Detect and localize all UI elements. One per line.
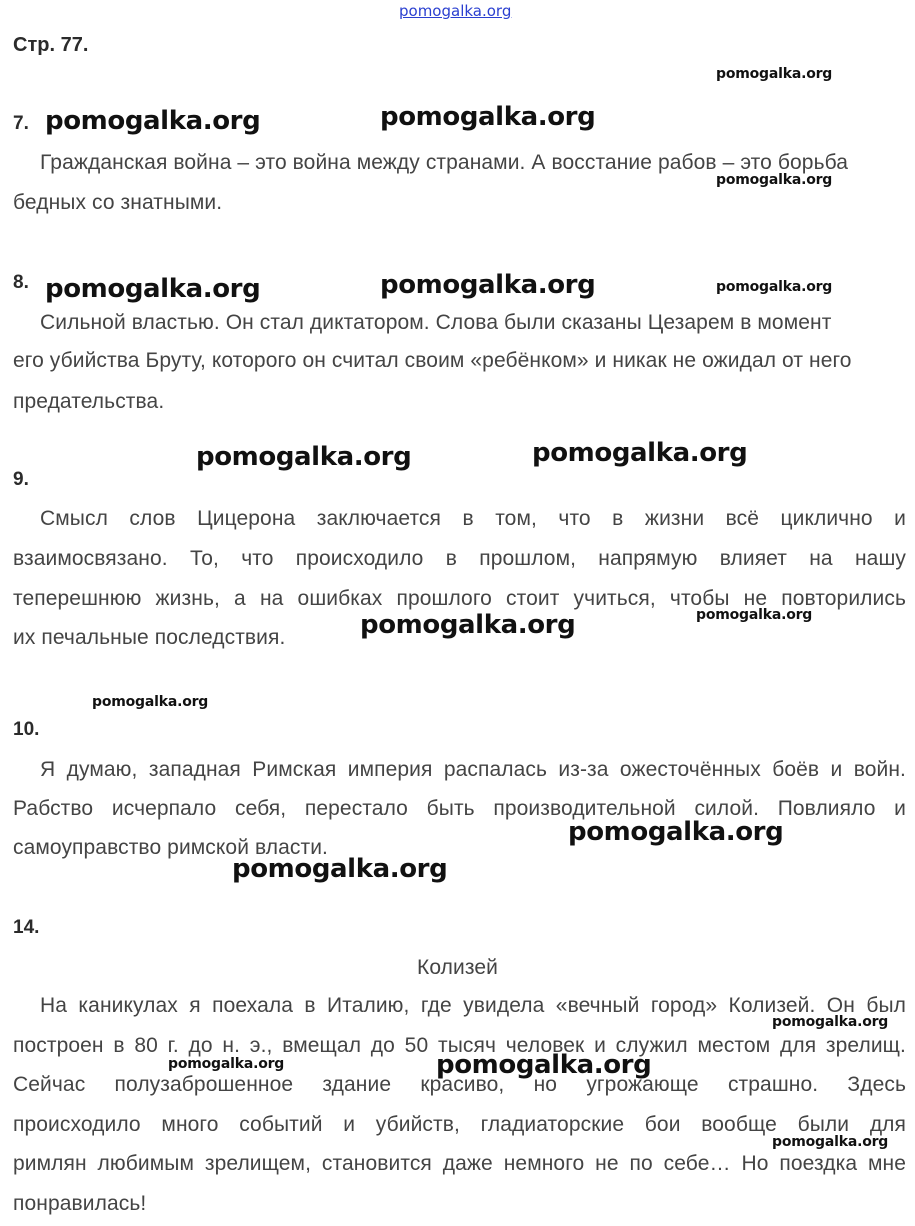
answer-7-line-2: бедных со знатными. bbox=[13, 191, 223, 214]
answer-9-line-4: их печальные последствия. bbox=[13, 626, 286, 649]
answer-10-line-1: Я думаю, западная Римская империя распалась из-за ожесточённых боёв и войн. bbox=[40, 758, 906, 781]
watermark: pomogalka.org bbox=[92, 694, 209, 710]
watermark: pomogalka.org bbox=[568, 817, 784, 847]
watermark: pomogalka.org bbox=[168, 1056, 285, 1072]
page-heading: Стр. 77. bbox=[13, 34, 89, 56]
question-number-14: 14. bbox=[13, 917, 40, 938]
answer-9-line-1: Смысл слов Цицерона заключается в том, что в жизни всё циклично и bbox=[40, 507, 906, 530]
answer-14-line-4: происходило много событий и убийств, гладиаторские бои вообще были для bbox=[13, 1113, 906, 1136]
answer-14-line-2: построен в 80 г. до н. э., вмещал до 50 тысяч человек и служил местом для зрелищ. bbox=[13, 1034, 906, 1057]
watermark: pomogalka.org bbox=[45, 274, 261, 304]
watermark: pomogalka.org bbox=[716, 172, 833, 188]
watermark: pomogalka.org bbox=[772, 1014, 889, 1030]
site-link[interactable]: pomogalka.org bbox=[399, 2, 512, 20]
watermark: pomogalka.org bbox=[696, 607, 813, 623]
answer-8-line-1: Сильной властью. Он стал диктатором. Слова были сказаны Цезарем в момент bbox=[40, 311, 832, 334]
answer-8-line-3: предательства. bbox=[13, 390, 165, 413]
question-number-10: 10. bbox=[13, 719, 40, 740]
watermark: pomogalka.org bbox=[532, 438, 748, 468]
watermark: pomogalka.org bbox=[360, 610, 576, 640]
watermark: pomogalka.org bbox=[232, 854, 448, 884]
watermark: pomogalka.org bbox=[196, 442, 412, 472]
answer-10-line-2: Рабство исчерпало себя, перестало быть производительной силой. Повлияло и bbox=[13, 797, 906, 820]
answer-8-line-2: его убийства Бруту, которого он считал своим «ребёнком» и никак не ожидал от него bbox=[13, 349, 852, 372]
essay-title: Колизей bbox=[417, 956, 498, 979]
answer-9-line-3: теперешнюю жизнь, а на ошибках прошлого стоит учиться, чтобы не повторились bbox=[13, 587, 906, 610]
watermark: pomogalka.org bbox=[716, 279, 833, 295]
answer-9-line-2: взаимосвязано. То, что происходило в прошлом, напрямую влияет на нашу bbox=[13, 547, 906, 570]
question-number-7: 7. bbox=[13, 113, 29, 134]
answer-14-line-5: римлян любимым зрелищем, становится даже немного не по себе… Но поездка мне bbox=[13, 1152, 906, 1175]
question-number-9: 9. bbox=[13, 469, 29, 490]
answer-10-line-3: самоуправство римской власти. bbox=[13, 836, 328, 859]
watermark: pomogalka.org bbox=[380, 102, 596, 132]
answer-14-line-6: понравилась! bbox=[13, 1192, 147, 1215]
question-number-8: 8. bbox=[13, 272, 29, 293]
answer-14-line-3: Сейчас полузаброшенное здание красиво, но угрожающе страшно. Здесь bbox=[13, 1073, 906, 1096]
watermark: pomogalka.org bbox=[772, 1134, 889, 1150]
answer-7-line-1: Гражданская война – это война между странами. А восстание рабов – это борьба bbox=[40, 151, 849, 174]
watermark: pomogalka.org bbox=[380, 270, 596, 300]
watermark: pomogalka.org bbox=[45, 106, 261, 136]
answer-14-line-1: На каникулах я поехала в Италию, где увидела «вечный город» Колизей. Он был bbox=[40, 994, 906, 1017]
watermark: pomogalka.org bbox=[716, 66, 833, 82]
watermark: pomogalka.org bbox=[436, 1050, 652, 1080]
